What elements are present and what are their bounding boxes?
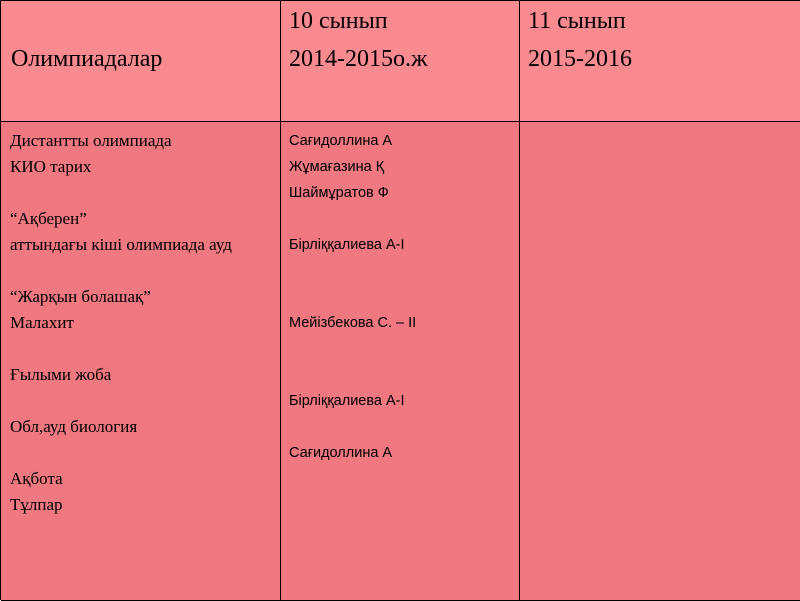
list-item: КИО тарих (10, 157, 92, 176)
header-grade-11-year: 2015-2016 (528, 46, 632, 72)
list-item (289, 414, 416, 440)
list-item: Малахит (10, 313, 74, 332)
list-item: Обл,ауд биология (10, 417, 138, 436)
list-item: Ғылыми жоба (10, 365, 112, 384)
list-item (10, 336, 232, 362)
header-grade-10-year: 2014-2015о.ж (289, 46, 428, 72)
list-item: Бірліққалиева А-І (289, 393, 405, 409)
list-item: Жұмағазина Қ (289, 159, 385, 175)
list-item: аттындағы кіші олимпиада ауд (10, 235, 232, 254)
header-olympiads-label: Олимпиадалар (11, 46, 163, 72)
list-item: Сағидоллина А (289, 445, 393, 461)
list-item: Сағидоллина А (289, 133, 393, 149)
list-item: Дистантты олимпиада (10, 131, 172, 150)
list-item (10, 180, 232, 206)
list-item: “Жарқын болашақ” (10, 287, 151, 306)
list-item (289, 258, 416, 284)
list-item (289, 336, 416, 362)
list-item (289, 284, 416, 310)
list-item: Шаймұратов Ф (289, 185, 389, 201)
grade-11-students-cell (520, 122, 800, 601)
list-item (10, 258, 232, 284)
list-item (10, 440, 232, 466)
list-item: Мейізбекова С. – ІІ (289, 315, 417, 331)
header-cell-olympiads (1, 1, 281, 122)
list-item: Тұлпар (10, 495, 63, 514)
olympiad-list (10, 128, 232, 518)
header-grade-11-label: 11 сынып (528, 8, 626, 34)
olympiad-list-cell (1, 122, 281, 601)
header-cell-grade-11 (520, 1, 800, 122)
list-item (10, 388, 232, 414)
grade-10-student-list (289, 128, 416, 466)
list-item: Ақбота (10, 469, 63, 488)
list-item: Бірліққалиева А-І (289, 237, 405, 253)
list-item (289, 206, 416, 232)
header-cell-grade-10 (281, 1, 520, 122)
grade-10-students-cell (281, 122, 520, 601)
header-grade-10-label: 10 сынып (289, 8, 388, 34)
list-item: “Ақберен” (10, 209, 87, 228)
list-item (289, 362, 416, 388)
